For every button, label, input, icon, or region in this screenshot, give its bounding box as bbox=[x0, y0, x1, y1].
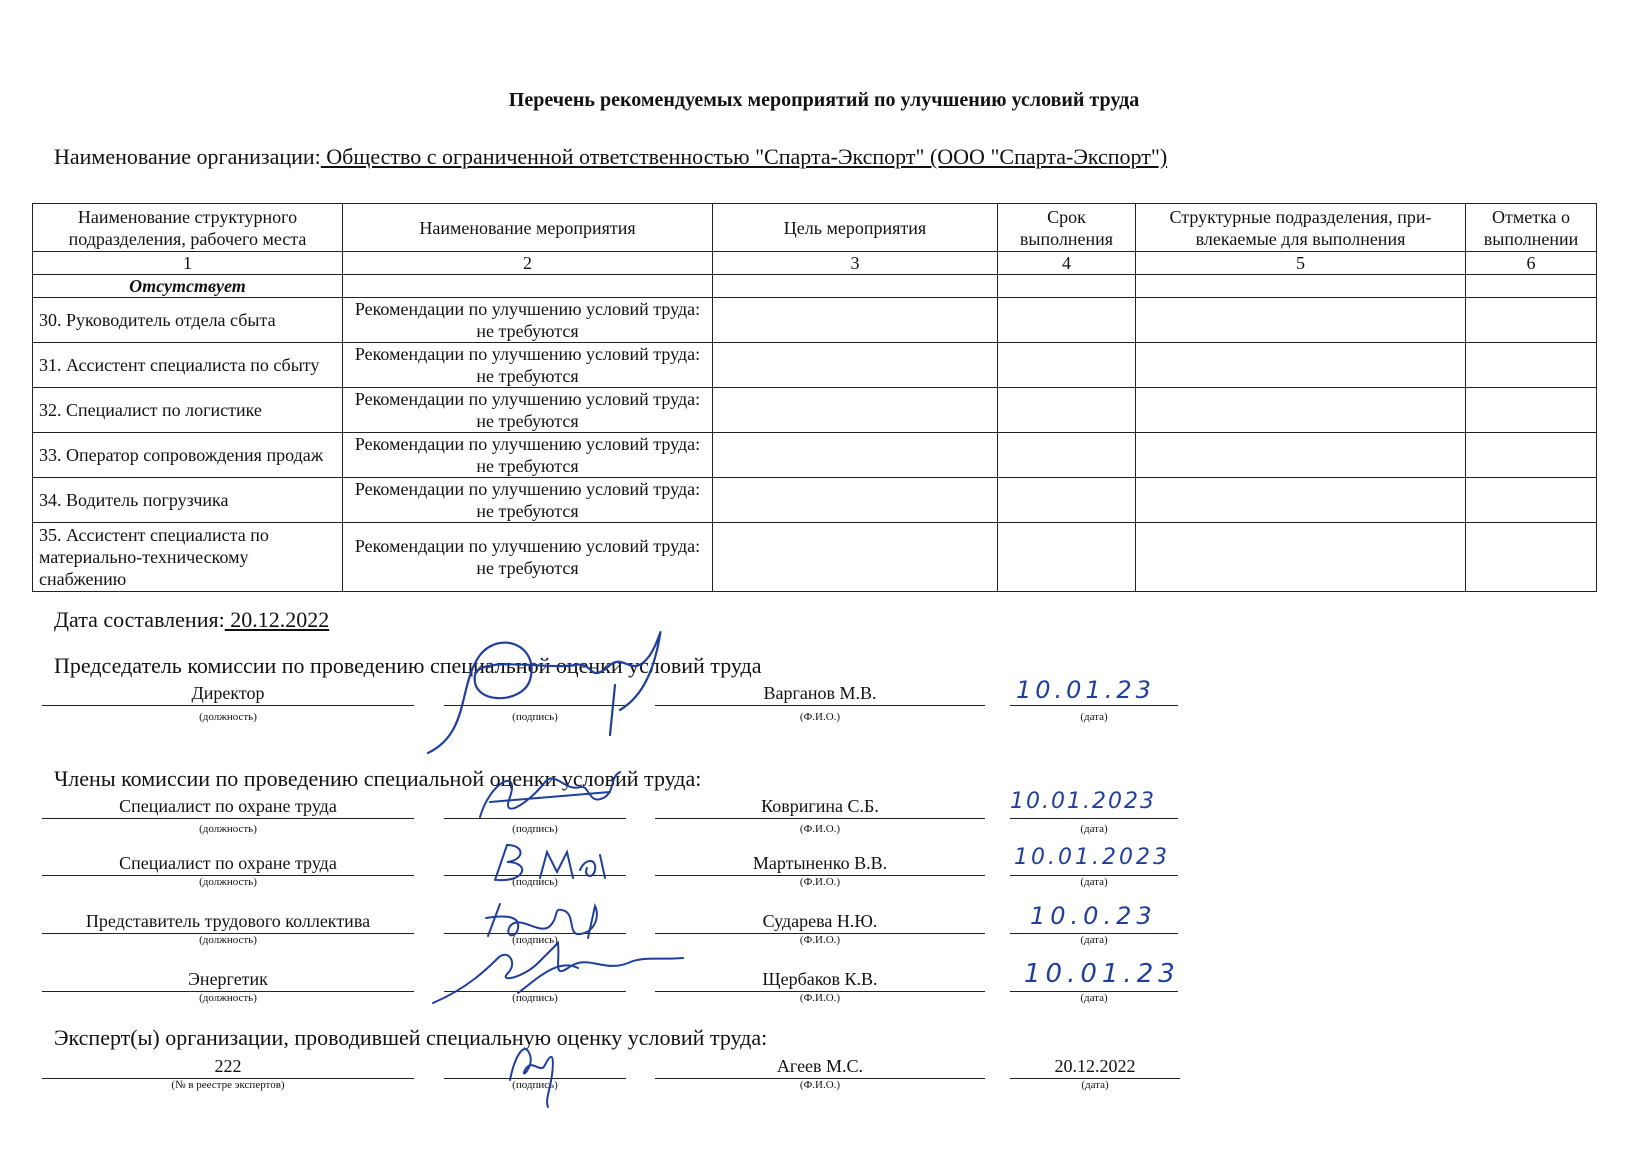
empty-cell bbox=[1136, 388, 1466, 433]
action-cell: Рекомендации по улучшению условий труда: не требуются bbox=[343, 478, 713, 523]
column-number: 1 bbox=[33, 252, 343, 275]
empty-cell bbox=[1466, 388, 1597, 433]
caption-position: (должность) bbox=[199, 992, 257, 1004]
caption-fio: (Ф.И.О.) bbox=[799, 992, 841, 1004]
action-cell: Рекомендации по улучшению условий труда: не требуются bbox=[343, 298, 713, 343]
header-place: Наименование структурного подразделения, рабочего места bbox=[33, 204, 343, 252]
workplace-cell: 33. Оператор сопровождения продаж bbox=[33, 433, 343, 478]
caption-signature: (подпись) bbox=[512, 1079, 558, 1091]
expert-date: 20.12.2022 bbox=[1010, 1056, 1180, 1079]
empty-cell bbox=[1466, 343, 1597, 388]
chairman-name: Варганов М.В. bbox=[655, 683, 985, 706]
compile-date-line bbox=[54, 607, 329, 633]
member-date: 10.01.2023 bbox=[1010, 789, 1156, 814]
caption-fio: (Ф.И.О.) bbox=[799, 1079, 841, 1091]
workplace-cell: 31. Ассистент специалиста по сбыту bbox=[33, 343, 343, 388]
organization-label: Наименование организации: bbox=[54, 144, 321, 169]
workplace-cell: 34. Водитель погрузчика bbox=[33, 478, 343, 523]
member-name: Сударева Н.Ю. bbox=[655, 911, 985, 934]
column-number: 5 bbox=[1136, 252, 1466, 275]
table-row bbox=[33, 343, 1597, 388]
empty-cell bbox=[713, 523, 998, 592]
date-line bbox=[1010, 818, 1178, 819]
member-signature bbox=[428, 938, 698, 1008]
table-header-row bbox=[33, 204, 1597, 252]
organization-value: Общество с ограниченной ответственностью "Спарта-Экспорт" (ООО "Спарта-Экспорт") bbox=[320, 144, 1168, 169]
caption-position: (должность) bbox=[199, 876, 257, 888]
empty-cell bbox=[998, 275, 1136, 298]
empty-cell bbox=[1136, 523, 1466, 592]
document-title: Перечень рекомендуемых мероприятий по улучшению условий труда bbox=[508, 89, 1140, 111]
caption-position: (должность) bbox=[199, 711, 257, 723]
empty-cell bbox=[1466, 275, 1597, 298]
member-date: 10.01.23 bbox=[1024, 959, 1180, 989]
member-date: 10.0.23 bbox=[1030, 902, 1157, 930]
caption-signature: (подпись) bbox=[512, 992, 558, 1004]
workplace-cell: 32. Специалист по логистике bbox=[33, 388, 343, 433]
members-heading: Члены комиссии по проведению специальной оценки условий труда: bbox=[54, 766, 702, 791]
member-position: Представитель трудового коллектива bbox=[42, 911, 414, 934]
caption-signature: (подпись) bbox=[512, 711, 558, 723]
empty-cell bbox=[713, 433, 998, 478]
empty-cell bbox=[713, 343, 998, 388]
column-number: 4 bbox=[998, 252, 1136, 275]
caption-position: (должность) bbox=[199, 823, 257, 835]
empty-cell bbox=[343, 275, 713, 298]
caption-fio: (Ф.И.О.) bbox=[799, 934, 841, 946]
empty-cell bbox=[998, 388, 1136, 433]
caption-date: (дата) bbox=[1080, 711, 1108, 723]
empty-cell bbox=[998, 523, 1136, 592]
member-signature bbox=[470, 762, 630, 832]
chairman-position: Директор bbox=[42, 683, 414, 706]
caption-fio: (Ф.И.О.) bbox=[799, 823, 841, 835]
table-row bbox=[33, 298, 1597, 343]
caption-fio: (Ф.И.О.) bbox=[799, 876, 841, 888]
empty-cell bbox=[713, 275, 998, 298]
empty-cell bbox=[1136, 433, 1466, 478]
action-cell: Рекомендации по улучшению условий труда: не требуются bbox=[343, 433, 713, 478]
header-departments: Структурные подразделения, при-влекаемые для выполнения bbox=[1136, 204, 1466, 252]
member-position: Энергетик bbox=[42, 969, 414, 992]
empty-cell bbox=[713, 388, 998, 433]
member-date: 10.01.2023 bbox=[1014, 845, 1170, 870]
action-cell: Рекомендации по улучшению условий труда: не требуются bbox=[343, 523, 713, 592]
empty-cell bbox=[1136, 275, 1466, 298]
expert-heading: Эксперт(ы) организации, проводившей специальную оценку условий труда: bbox=[54, 1025, 768, 1050]
empty-cell bbox=[1466, 298, 1597, 343]
compile-date-label: Дата составления: bbox=[54, 607, 225, 632]
empty-cell bbox=[713, 478, 998, 523]
member-signature bbox=[485, 840, 615, 890]
member-position: Специалист по охране труда bbox=[42, 796, 414, 819]
caption-date: (дата) bbox=[1080, 934, 1108, 946]
date-line bbox=[1010, 705, 1178, 706]
chairman-date: 10.01.23 bbox=[1016, 676, 1155, 704]
member-name: Ковригина С.Б. bbox=[655, 796, 985, 819]
caption-date: (дата) bbox=[1080, 823, 1108, 835]
table-row bbox=[33, 478, 1597, 523]
caption-fio: (Ф.И.О.) bbox=[799, 711, 841, 723]
empty-cell bbox=[713, 298, 998, 343]
column-number: 6 bbox=[1466, 252, 1597, 275]
table-row bbox=[33, 433, 1597, 478]
column-number: 3 bbox=[713, 252, 998, 275]
member-name: Щербаков К.В. bbox=[655, 969, 985, 992]
expert-name: Агеев М.С. bbox=[655, 1056, 985, 1079]
caption-date: (дата) bbox=[1080, 876, 1108, 888]
empty-cell bbox=[998, 478, 1136, 523]
expert-registry-number: 222 bbox=[42, 1056, 414, 1079]
empty-cell bbox=[998, 298, 1136, 343]
absent-label: Отсутствует bbox=[33, 275, 343, 298]
header-mark: Отметка о выполнении bbox=[1466, 204, 1597, 252]
empty-cell bbox=[1466, 478, 1597, 523]
workplace-cell: 35. Ассистент специалиста по материально-техническому снабжению bbox=[33, 523, 343, 592]
table-row bbox=[33, 388, 1597, 433]
empty-cell bbox=[1136, 298, 1466, 343]
expert-signature bbox=[500, 1035, 570, 1110]
table-number-row bbox=[33, 252, 1597, 275]
empty-cell bbox=[1466, 433, 1597, 478]
caption-signature: (подпись) bbox=[512, 934, 558, 946]
workplace-cell: 30. Руководитель отдела сбыта bbox=[33, 298, 343, 343]
caption-registry: (№ в реестре экспертов) bbox=[171, 1079, 285, 1091]
empty-cell bbox=[1466, 523, 1597, 592]
compile-date-value: 20.12.2022 bbox=[224, 607, 330, 632]
member-name: Мартыненко В.В. bbox=[655, 853, 985, 876]
organization-line bbox=[54, 144, 1167, 170]
column-number: 2 bbox=[343, 252, 713, 275]
caption-date: (дата) bbox=[1080, 992, 1108, 1004]
measures-table bbox=[32, 203, 1597, 592]
empty-cell bbox=[998, 433, 1136, 478]
chairman-signature bbox=[410, 625, 690, 760]
caption-position: (должность) bbox=[199, 934, 257, 946]
absent-row bbox=[33, 275, 1597, 298]
action-cell: Рекомендации по улучшению условий труда: не требуются bbox=[343, 388, 713, 433]
caption-signature: (подпись) bbox=[512, 876, 558, 888]
header-goal: Цель мероприятия bbox=[713, 204, 998, 252]
header-deadline: Срок выполнения bbox=[998, 204, 1136, 252]
caption-signature: (подпись) bbox=[512, 823, 558, 835]
action-cell: Рекомендации по улучшению условий труда: не требуются bbox=[343, 343, 713, 388]
caption-date: (дата) bbox=[1081, 1079, 1109, 1091]
empty-cell bbox=[1136, 478, 1466, 523]
table-row bbox=[33, 523, 1597, 592]
chairman-heading: Председатель комиссии по проведению специальной оценки условий труда bbox=[54, 653, 762, 678]
empty-cell bbox=[998, 343, 1136, 388]
empty-cell bbox=[1136, 343, 1466, 388]
member-position: Специалист по охране труда bbox=[42, 853, 414, 876]
header-action: Наименование мероприятия bbox=[343, 204, 713, 252]
